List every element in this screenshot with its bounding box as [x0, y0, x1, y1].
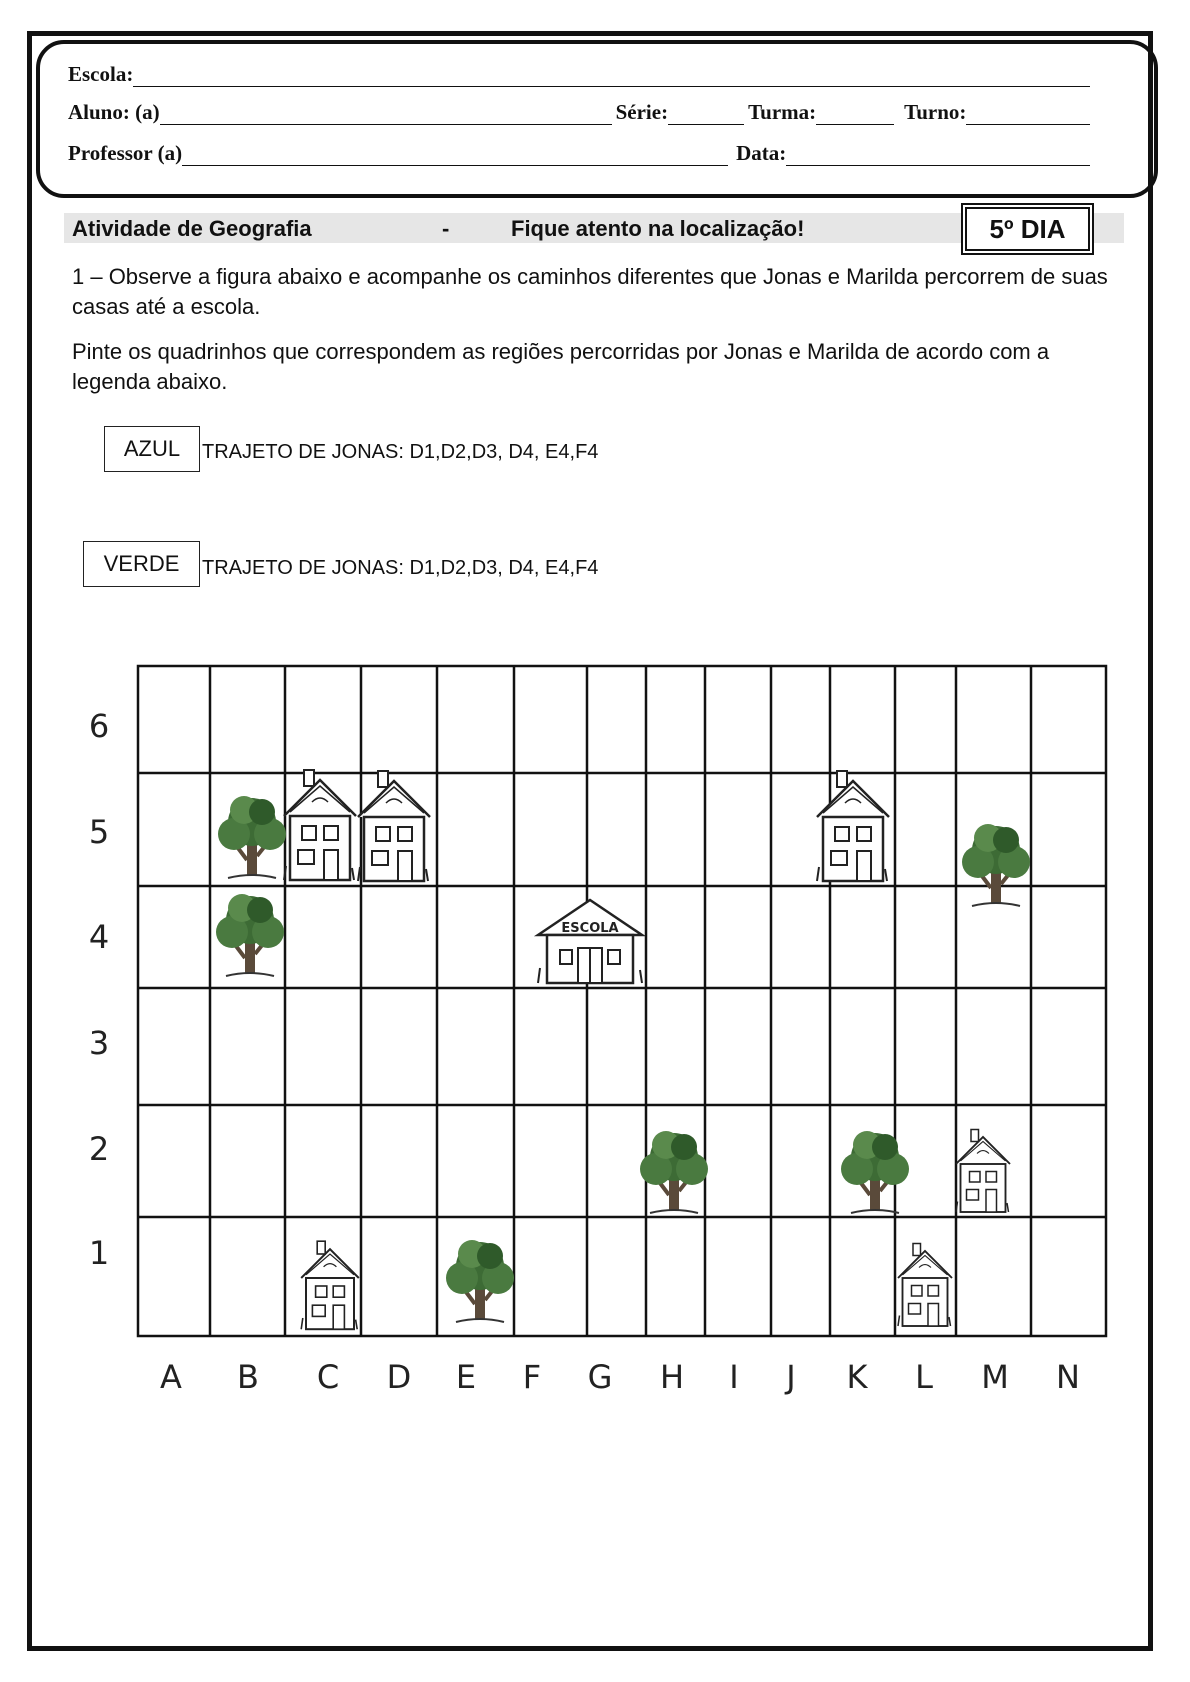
tree-icon: [446, 1240, 514, 1322]
legend-azul-box: AZUL: [104, 426, 200, 472]
column-label: D: [386, 1358, 412, 1396]
column-label: L: [915, 1358, 933, 1396]
grid-lines: [138, 666, 1106, 1336]
row-label: 3: [88, 1024, 110, 1062]
professor-label: Professor (a): [68, 141, 183, 165]
turno-label: Turno:: [904, 100, 967, 124]
title-separator: -: [442, 216, 450, 241]
activity-subtitle: Fique atento na localização!: [511, 216, 805, 241]
serie-label: Série:: [615, 100, 669, 124]
column-label: F: [522, 1358, 542, 1396]
legend-verde-box: VERDE: [83, 541, 200, 587]
escola-label: Escola:: [68, 62, 134, 86]
school-label: ESCOLA: [561, 921, 619, 936]
column-label: G: [587, 1358, 613, 1396]
column-label: J: [786, 1358, 796, 1396]
house-icon: [301, 1241, 359, 1329]
house-icon: [817, 771, 889, 881]
column-label: C: [316, 1358, 340, 1396]
tree-icon: [218, 796, 286, 878]
legend-azul-text: TRAJETO DE JONAS: D1,D2,D3, D4, E4,F4: [202, 441, 599, 463]
column-label: I: [729, 1358, 739, 1396]
column-label: H: [659, 1358, 685, 1396]
column-label: K: [846, 1358, 868, 1396]
data-label: Data:: [736, 141, 787, 165]
aluno-label: Aluno: (a): [68, 100, 160, 124]
row-labels: [89, 707, 109, 1272]
row-label: 1: [88, 1234, 110, 1272]
question-1: 1 – Observe a figura abaixo e acompanhe os caminhos diferentes que Jonas e Marilda percorrem de suas casas até a escola.: [72, 264, 1108, 319]
question-2: Pinte os quadrinhos que correspondem as regiões percorridas por Jonas e Marilda de acordo com a legenda abaixo.: [72, 339, 1050, 394]
day-label: 5º DIA: [965, 207, 1090, 251]
column-label: M: [981, 1358, 1009, 1396]
column-label: N: [1056, 1358, 1080, 1396]
column-label: B: [237, 1358, 259, 1396]
row-label: 6: [88, 707, 110, 745]
house-icon: [956, 1130, 1010, 1213]
tree-icon: [216, 894, 284, 976]
subject-title: Atividade de Geografia: [72, 216, 312, 241]
column-label: E: [455, 1358, 477, 1396]
house-icon: [284, 770, 356, 880]
row-label: 2: [88, 1130, 110, 1168]
row-label: 4: [88, 918, 110, 956]
column-label: A: [160, 1358, 182, 1396]
row-label: 5: [88, 813, 110, 851]
house-icon: [898, 1244, 952, 1327]
turma-label: Turma:: [748, 100, 817, 124]
tree-icon: [962, 824, 1030, 906]
school-icon: [538, 900, 642, 983]
tree-icon: [841, 1131, 909, 1213]
house-icon: [358, 771, 430, 881]
legend-verde-text: TRAJETO DE JONAS: D1,D2,D3, D4, E4,F4: [202, 557, 599, 579]
tree-icon: [640, 1131, 708, 1213]
column-labels: [160, 1358, 1080, 1396]
